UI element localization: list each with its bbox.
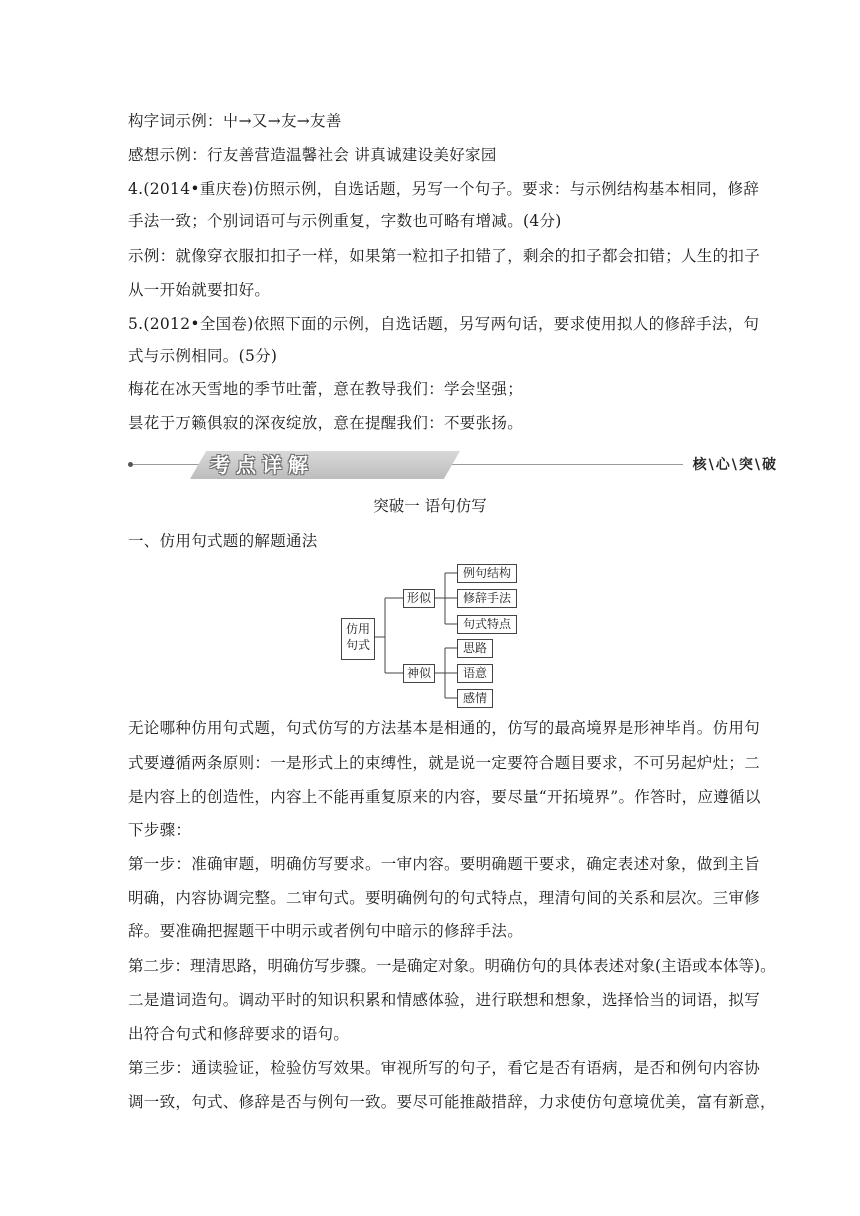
diagram-root-line: 句式 xyxy=(345,638,370,652)
step-1-line: 第一步：准确审题，明确仿写要求。一审内容。要明确题干要求，确定表述对象，做到主旨 xyxy=(128,855,761,873)
example-line: 梅花在冰天雪地的季节吐蕾，意在教导我们：学会坚强； xyxy=(128,380,524,398)
paragraph-line: 是内容上的创造性，内容上不能再重复原来的内容，要尽量“开拓境界”。作答时，应遵循以 xyxy=(128,788,761,806)
diagram-leaf: 例句结构 xyxy=(457,564,517,583)
step-3-line: 第三步：通读验证，检验仿写效果。审视所写的句子，看它是否有语病，是否和例句内容协 xyxy=(128,1059,761,1077)
text-line: 从一开始就要扣好。 xyxy=(128,281,271,299)
paragraph-line: 式要遵循两条原则：一是形式上的束缚性，就是说一定要符合题目要求，不可另起炉灶；二 xyxy=(128,754,761,772)
diagram-leaf: 语意 xyxy=(457,664,493,683)
diagram-leaf: 思路 xyxy=(457,639,493,658)
banner-right-tag: 核\心\突\破 xyxy=(683,453,794,477)
subheading: 一、仿用句式题的解题通法 xyxy=(128,532,318,550)
question-4-line: 4.(2014•重庆卷)仿照示例，自选话题，另写一个句子。要求：与示例结构基本相同，修辞 xyxy=(128,180,760,198)
diagram-root-line: 仿用 xyxy=(345,622,370,636)
text-line: 构字词示例：屮→又→友→友善 xyxy=(128,112,342,130)
diagram-leaf: 修辞手法 xyxy=(457,589,517,608)
paragraph-line: 下步骤： xyxy=(128,821,192,839)
section-banner xyxy=(128,450,794,480)
diagram-leaf: 句式特点 xyxy=(457,615,517,634)
diagram-branch-form: 形似 xyxy=(403,589,435,608)
banner-title: 考点详解 xyxy=(210,453,314,477)
text-line: 手法一致；个别词语可与示例重复，字数也可略有增减。(4分) xyxy=(128,212,562,230)
step-2-line: 出符合句式和修辞要求的语句。 xyxy=(128,1025,350,1043)
text-line: 示例：就像穿衣服扣扣子一样，如果第一粒扣子扣错了，剩余的扣子都会扣错；人生的扣子 xyxy=(128,247,761,265)
paragraph-line: 无论哪种仿用句式题，句式仿写的方法基本是相通的，仿写的最高境界是形神毕肖。仿用句 xyxy=(128,719,761,737)
example-line: 昙花于万籁俱寂的深夜绽放，意在提醒我们：不要张扬。 xyxy=(128,414,524,432)
diagram-root-box xyxy=(341,618,375,660)
step-3-line: 调一致，句式、修辞是否与例句一致。要尽可能推敲措辞，力求使仿句意境优美，富有新意， xyxy=(128,1093,776,1111)
text-line: 感想示例：行友善营造温馨社会 讲真诚建设美好家园 xyxy=(128,146,497,164)
section-title: 突破一 语句仿写 xyxy=(373,497,487,515)
step-2-line: 二是遣词造句。调动平时的知识积累和情感体验，进行联想和想象，选择恰当的词语，拟写 xyxy=(128,991,761,1009)
question-5-line: 5.(2012•全国卷)依照下面的示例，自选话题，另写两句话，要求使用拟人的修辞手法，句 xyxy=(128,315,760,333)
text-line: 式与示例相同。(5分) xyxy=(128,347,278,365)
step-1-line: 明确，内容协调完整。二审句式。要明确例句的句式特点，理清句间的关系和层次。三审修 xyxy=(128,889,761,907)
structure-diagram xyxy=(335,562,525,710)
step-1-line: 辞。要准确把握题干中明示或者例句中暗示的修辞手法。 xyxy=(128,922,524,940)
banner-dot xyxy=(128,462,133,467)
diagram-branch-spirit: 神似 xyxy=(403,664,435,683)
step-2-line: 第二步：理清思路，明确仿写步骤。一是确定对象。明确仿句的具体表述对象(主语或本体等)。 xyxy=(128,957,776,975)
diagram-leaf: 感情 xyxy=(457,689,493,708)
